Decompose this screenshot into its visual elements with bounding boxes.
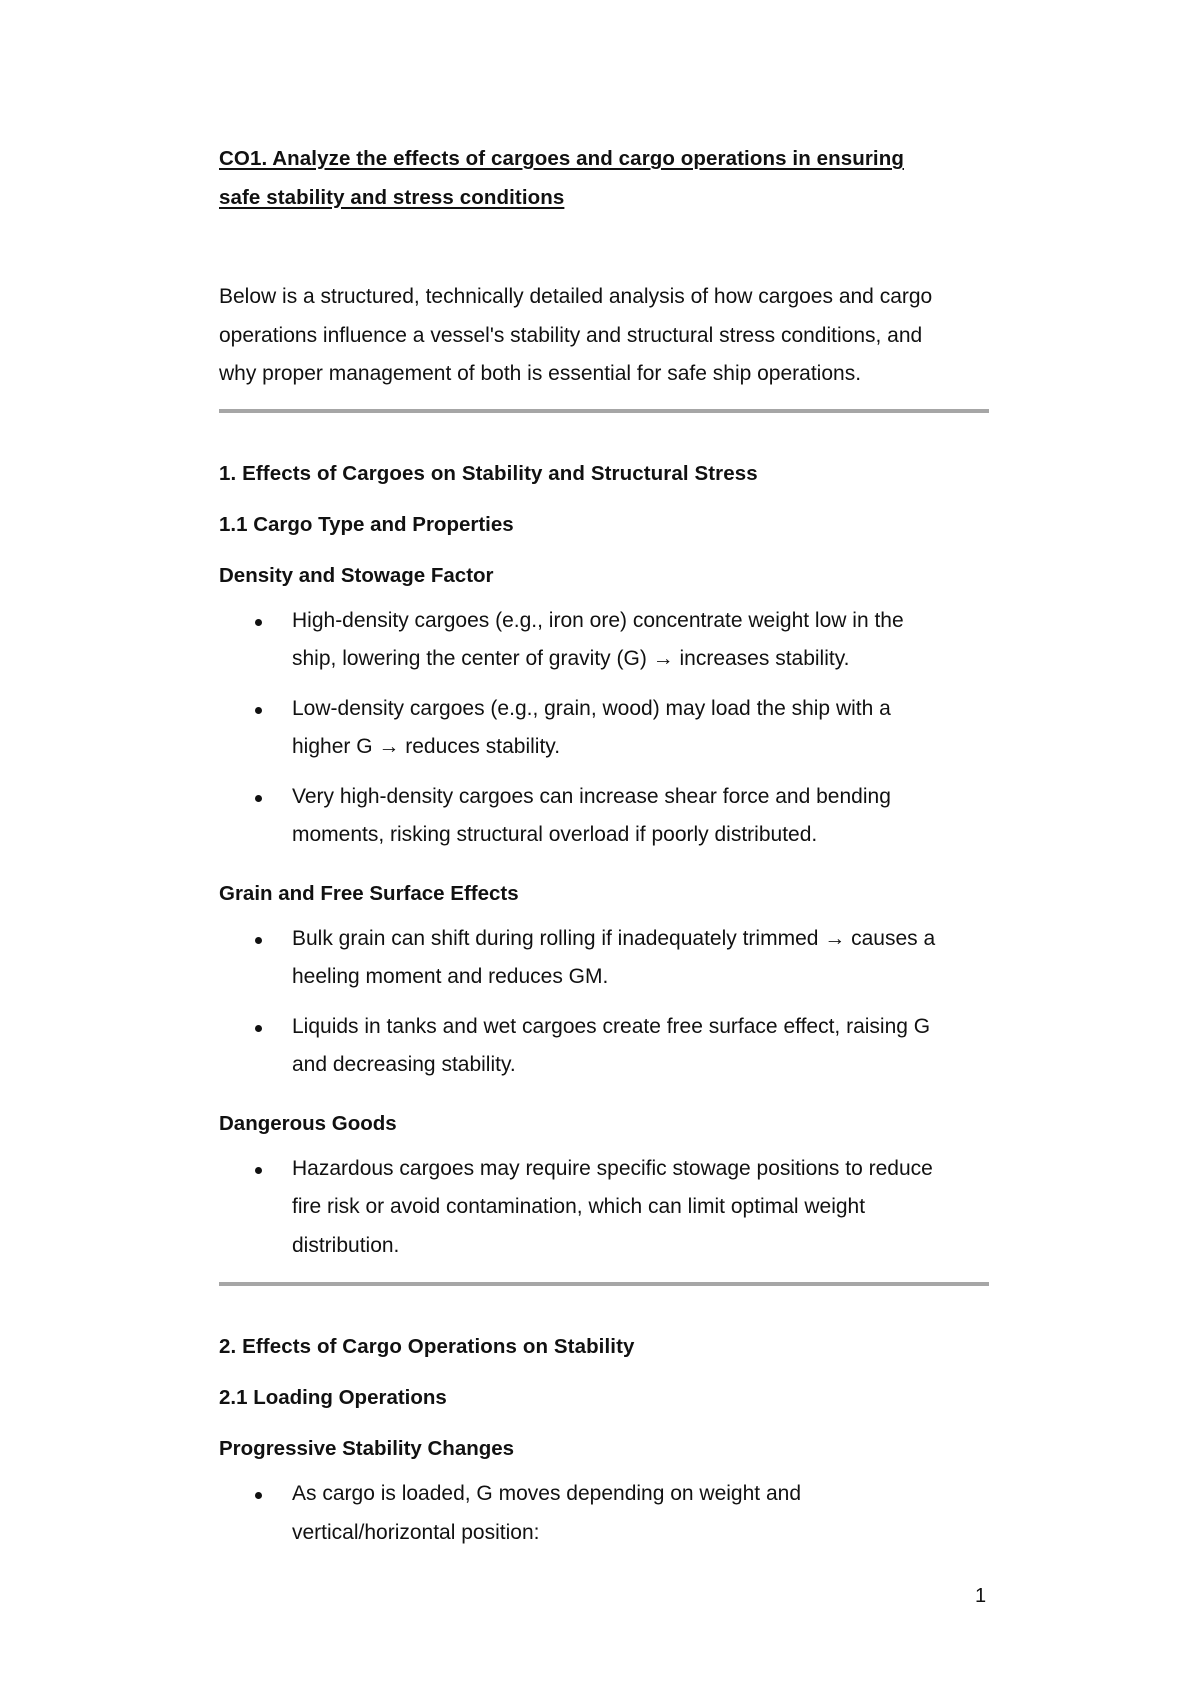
list-item-line: distribution. (292, 1233, 400, 1257)
document-body (219, 140, 989, 1552)
list-item-line: ship, lowering the center of gravity (G) → increases stability. (292, 647, 850, 670)
bullet-icon (255, 619, 262, 626)
list-item (219, 1150, 989, 1266)
list-item-line: vertical/horizontal position: (292, 1520, 540, 1544)
intro-line-1: Below is a structured, technically detailed analysis of how cargoes and cargo (219, 285, 933, 308)
document-title (219, 140, 989, 217)
page-number: 1 (975, 1585, 987, 1607)
grain-heading: Grain and Free Surface Effects (219, 881, 519, 905)
intro-line-3: why proper management of both is essential for safe ship operations. (219, 362, 862, 385)
intro-paragraph (219, 278, 989, 394)
horizontal-rule (219, 409, 989, 413)
list-item-line: Low-density cargoes (e.g., grain, wood) may load the ship with a (292, 696, 891, 720)
bullet-icon (255, 795, 262, 802)
dangerous-goods-bullet-list (219, 1150, 989, 1266)
list-item (219, 690, 989, 767)
list-item-line: higher G → reduces stability. (292, 735, 561, 758)
list-item-line: Very high-density cargoes can increase shear force and bending (292, 784, 891, 808)
section-2-heading: 2. Effects of Cargo Operations on Stability (219, 1335, 635, 1358)
intro-line-2: operations influence a vessel's stability and structural stress conditions, and (219, 323, 923, 347)
bullet-icon (255, 1492, 262, 1499)
list-item-line: fire risk or avoid contamination, which can limit optimal weight (292, 1195, 866, 1218)
list-item (219, 1008, 989, 1085)
list-item-line: Hazardous cargoes may require specific stowage positions to reduce (292, 1156, 933, 1180)
list-item (219, 920, 989, 997)
progressive-bullet-list (219, 1475, 989, 1552)
list-item-line: As cargo is loaded, G moves depending on weight and (292, 1482, 801, 1505)
bullet-icon (255, 1167, 262, 1174)
progressive-heading: Progressive Stability Changes (219, 1437, 515, 1460)
section-2-1-heading: 2.1 Loading Operations (219, 1386, 447, 1409)
bullet-icon (255, 707, 262, 714)
title-line-1: CO1. Analyze the effects of cargoes and cargo operations in ensuring (219, 147, 904, 170)
list-item-line: and decreasing stability. (292, 1053, 516, 1076)
list-item-line: High-density cargoes (e.g., iron ore) concentrate weight low in the (292, 608, 904, 632)
list-item-line: Bulk grain can shift during rolling if inadequately trimmed → causes a (292, 926, 936, 950)
list-item (219, 1475, 989, 1552)
list-item-line: heeling moment and reduces GM. (292, 965, 609, 988)
section-1-heading: 1. Effects of Cargoes on Stability and Structural Stress (219, 461, 758, 485)
list-item (219, 602, 989, 679)
bullet-icon (255, 937, 262, 944)
density-bullet-list (219, 602, 989, 855)
list-item (219, 778, 989, 855)
list-item-line: moments, risking structural overload if poorly distributed. (292, 823, 818, 846)
grain-bullet-list (219, 920, 989, 1085)
horizontal-rule (219, 1282, 989, 1286)
density-heading: Density and Stowage Factor (219, 563, 494, 587)
title-line-2: safe stability and stress conditions (219, 185, 565, 209)
bullet-icon (255, 1025, 262, 1032)
list-item-line: Liquids in tanks and wet cargoes create free surface effect, raising G (292, 1014, 931, 1038)
dangerous-goods-heading: Dangerous Goods (219, 1111, 397, 1135)
section-1-1-heading: 1.1 Cargo Type and Properties (219, 512, 514, 536)
